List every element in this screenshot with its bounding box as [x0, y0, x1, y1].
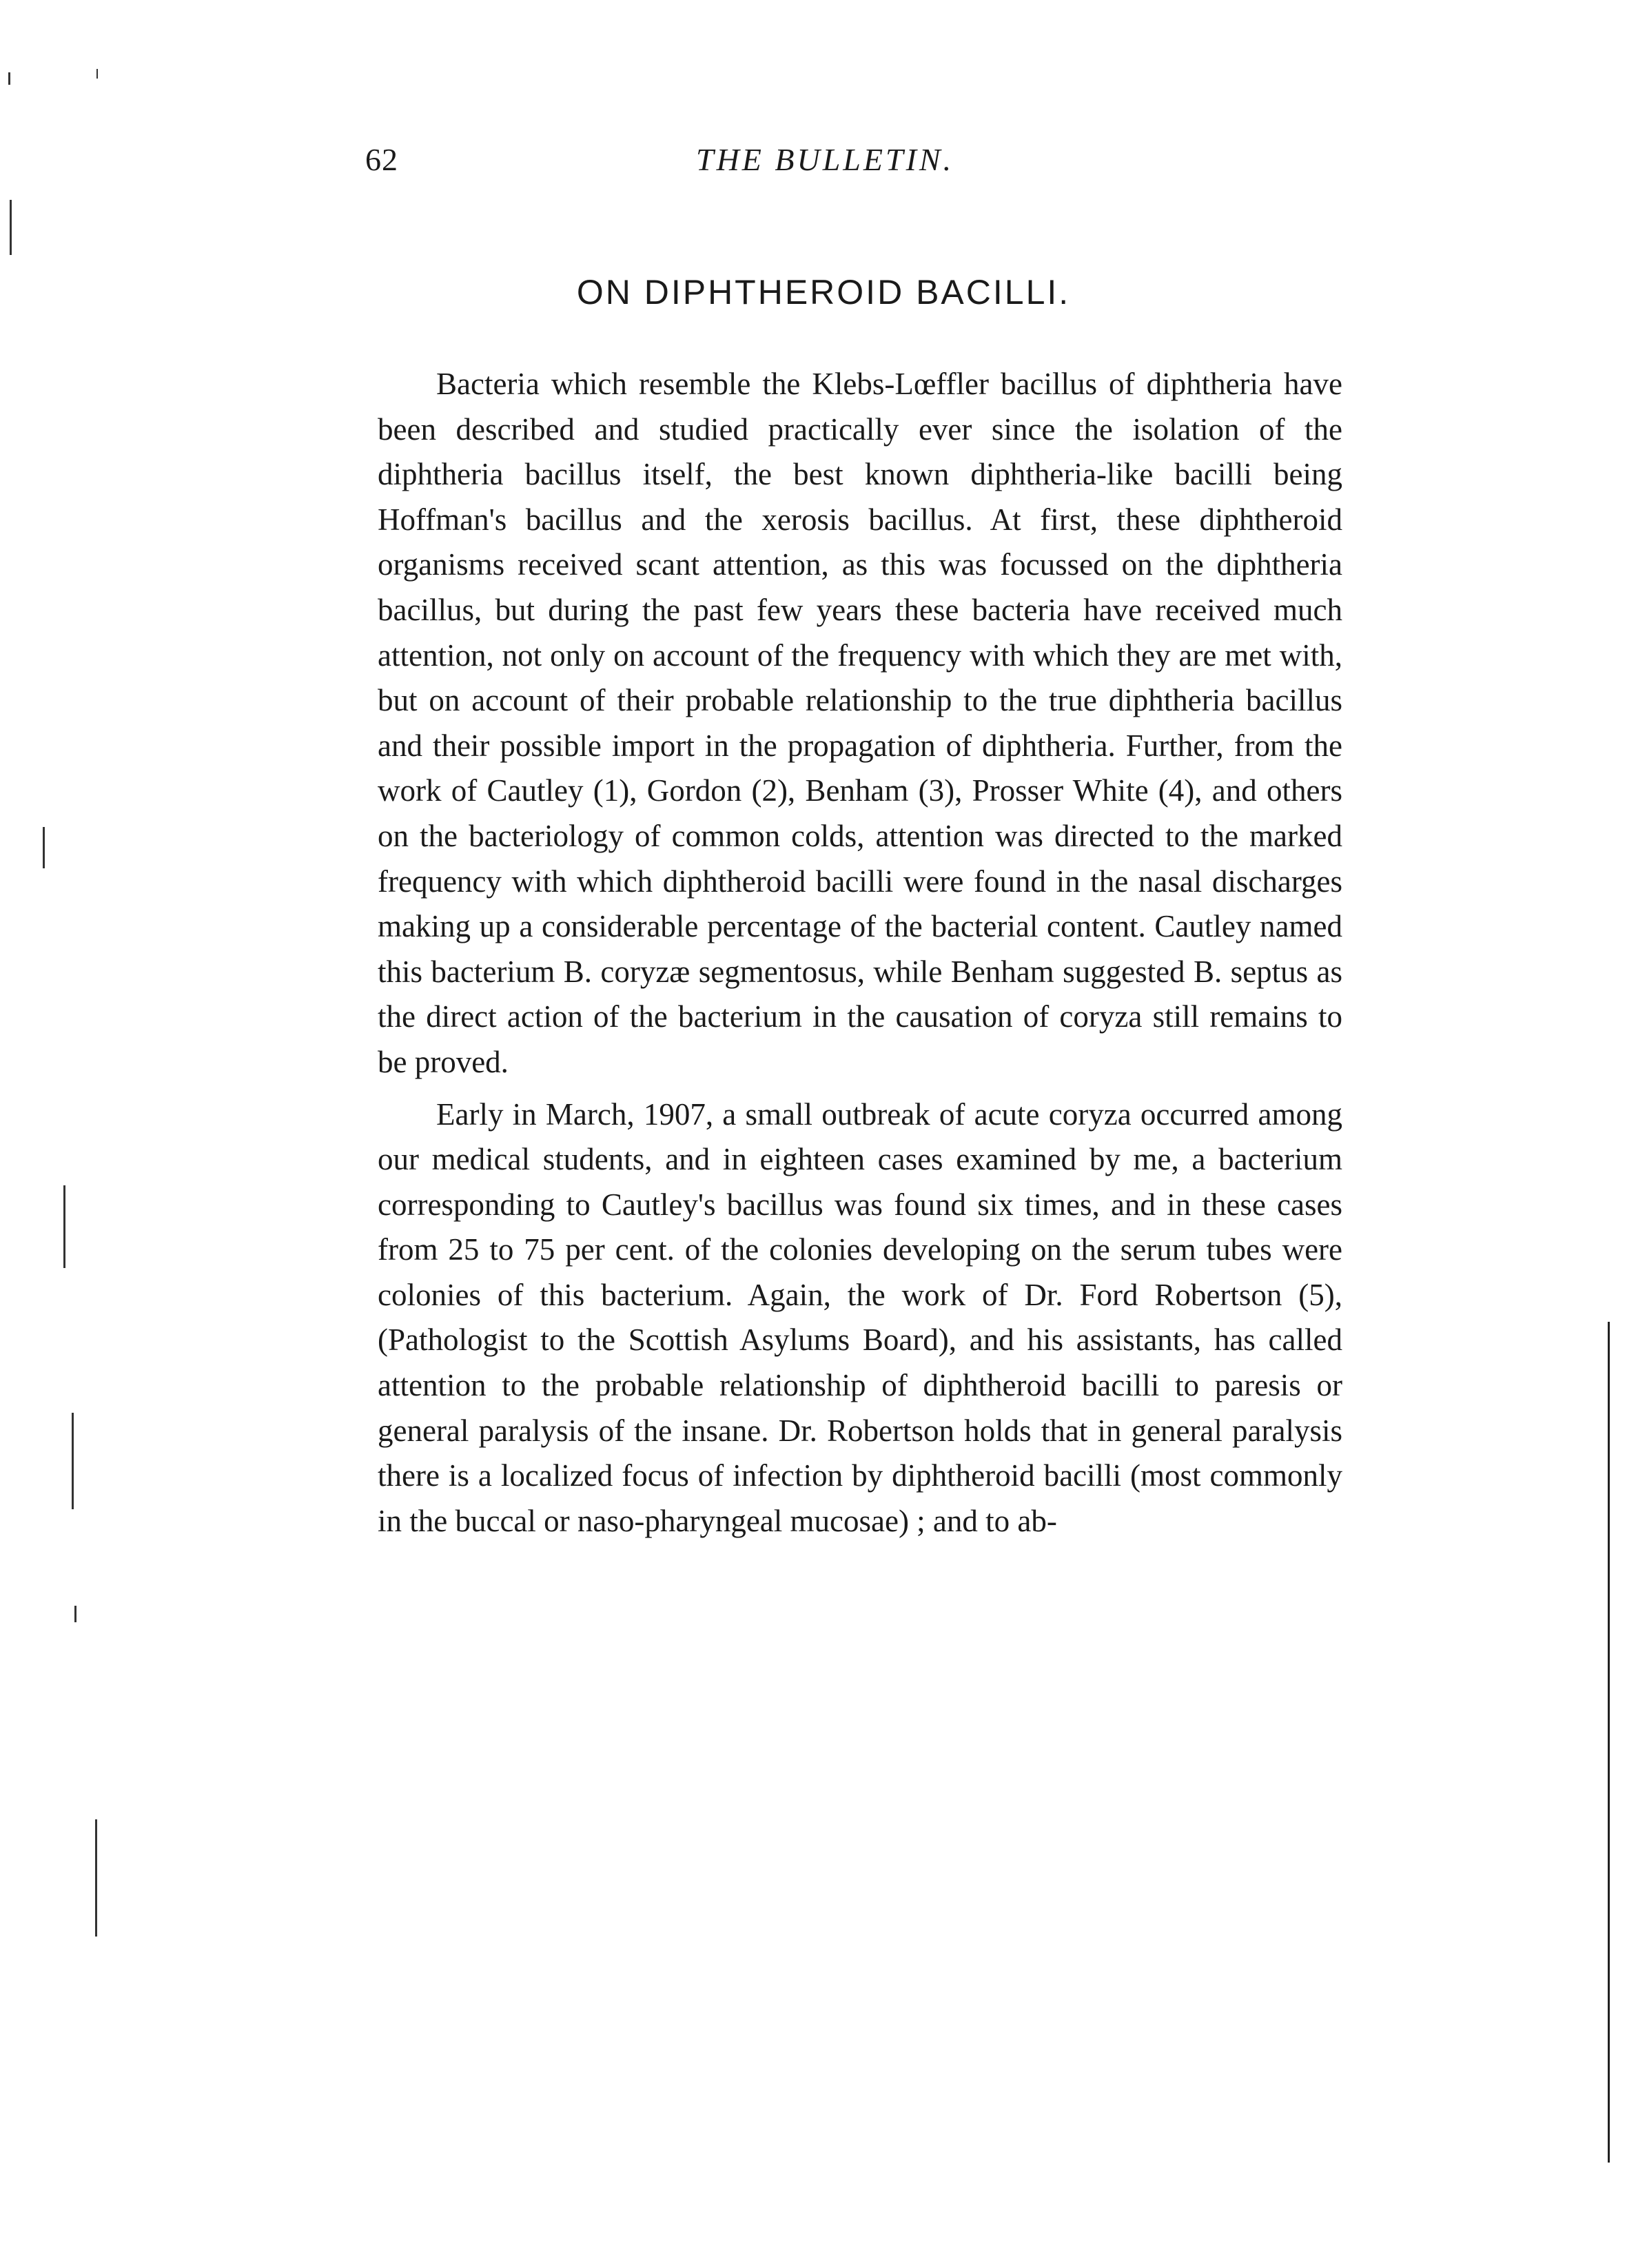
paragraph-1: Bacteria which resemble the Klebs-Lœffler bacillus of diphtheria have been described and studied practically ever since the isolation of the diphtheria bacillus itself, the best known diphtheria-like bacilli being Hoffman's bacillus and the xerosis bacillus. At first, these diphtheroid organisms received scant attention, as this was focussed on the diphtheria bacillus, but during the past few years these bacteria have received much attention, not only on account of the frequency with which they are met with, but on account of their probable relationship to the true diphtheria bacillus and their possible import in the propagation of diphtheria. Further, from the work of Cautley (1), Gordon (2), Benham (3), Prosser White (4), and others on the bacteriology of common colds, attention was directed to the marked frequency with which diphtheroid bacilli were found in the nasal discharges making up a considerable percentage of the bacterial content. Cautley named this bacterium B. coryzæ segmentosus, while Benham suggested B. septus as the direct action of the bacterium in the causation of coryza still remains to be proved.	[378, 367, 1342, 1079]
page-header	[365, 141, 1371, 190]
scan-speck	[96, 69, 98, 79]
scan-speck	[72, 1413, 74, 1509]
page-number: 62	[365, 142, 398, 177]
running-title: THE BULLETIN.	[696, 142, 954, 177]
scan-speck	[43, 827, 45, 868]
article-body	[378, 362, 1342, 1544]
scan-speck	[74, 1606, 76, 1622]
scan-speck	[95, 1819, 97, 1937]
article-title: ON DIPHTHEROID BACILLI.	[576, 273, 1071, 311]
scan-speck	[8, 72, 10, 85]
scan-speck	[10, 200, 12, 255]
paragraph-2: Early in March, 1907, a small outbreak of acute coryza occurred among our medical students, and in eighteen cases examined by me, a bacterium corresponding to Cautley's bacillus was found six times, and in these cases from 25 to 75 per cent. of the colonies developing on the serum tubes were colonies of this bacterium. Again, the work of Dr. Ford Robertson (5), (Pathologist to the Scottish Asylums Board), and his assistants, has called attention to the probable relationship of diphtheroid bacilli to paresis or general paralysis of the insane. Dr. Robertson holds that in general paralysis there is a localized focus of infection by diphtheroid bacilli (most commonly in the buccal or naso-pharyngeal mucosae) ; and to ab-	[378, 1096, 1342, 1538]
scan-speck	[63, 1185, 65, 1268]
page-edge-rule	[1608, 1322, 1610, 2163]
